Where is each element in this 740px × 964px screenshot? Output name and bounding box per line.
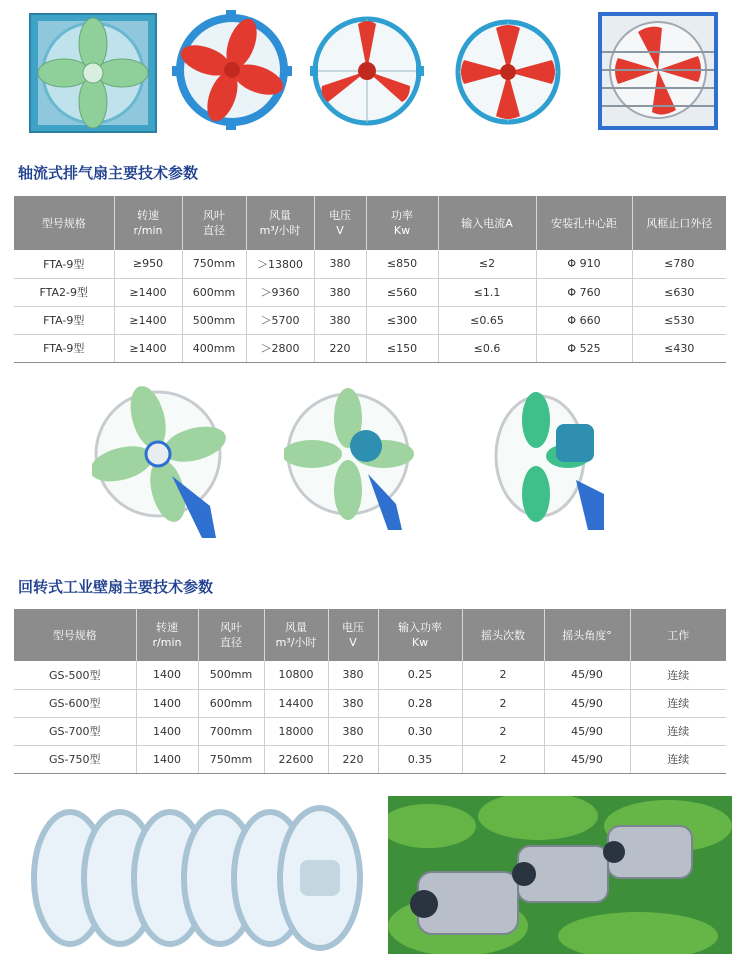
table-row (14, 717, 726, 745)
table-cell: 1400 (136, 661, 198, 689)
electric-motor-image (388, 796, 732, 954)
table-cell: ≤530 (632, 306, 726, 334)
table-cell: GS-600型 (14, 689, 136, 717)
table-cell: 0.30 (378, 717, 462, 745)
wall-fan-image-1 (92, 386, 242, 544)
table-cell: ≥950 (114, 250, 182, 278)
table-cell: GS-700型 (14, 717, 136, 745)
column-header: 转速 r/min (136, 609, 198, 661)
table-cell: ≤0.6 (438, 334, 536, 362)
table-cell: FTA-9型 (14, 334, 114, 362)
table-cell: 2 (462, 745, 544, 773)
table-cell: 22600 (264, 745, 328, 773)
column-header: 输入电流A (438, 196, 536, 250)
exhaust-fan-spec-table (14, 196, 726, 363)
table-cell: ≤2 (438, 250, 536, 278)
table-row (14, 334, 726, 362)
table-cell: 45/90 (544, 661, 630, 689)
table-cell: 0.25 (378, 661, 462, 689)
square-exhaust-fan-image (28, 12, 158, 134)
table-cell: Φ 910 (536, 250, 632, 278)
table-header-row (14, 196, 726, 250)
wall-fan-spec-title: 回转式工业壁扇主要技术参数 (18, 578, 214, 596)
table-cell: ≤300 (366, 306, 438, 334)
column-header: 摇头角度° (544, 609, 630, 661)
table-cell: GS-500型 (14, 661, 136, 689)
table-cell: ≤780 (632, 250, 726, 278)
table-cell: 380 (328, 717, 378, 745)
wall-fan-image-3 (476, 384, 626, 536)
table-cell: 1400 (136, 689, 198, 717)
table-cell: 380 (328, 661, 378, 689)
table-cell: 连续 (630, 689, 726, 717)
table-cell: 45/90 (544, 717, 630, 745)
table-row (14, 661, 726, 689)
boxed-fan-image (598, 12, 718, 130)
table-cell: 500mm (198, 661, 264, 689)
table-cell: 1400 (136, 745, 198, 773)
table-cell: 0.35 (378, 745, 462, 773)
table-cell: 380 (314, 278, 366, 306)
column-header: 功率 Kw (366, 196, 438, 250)
column-header: 风叶 直径 (198, 609, 264, 661)
table-cell: ≤560 (366, 278, 438, 306)
table-cell: 2 (462, 661, 544, 689)
column-header: 风量 m³/小时 (264, 609, 328, 661)
table-cell: ＞5700 (246, 306, 314, 334)
column-header: 安装孔中心距 (536, 196, 632, 250)
table-cell: 600mm (182, 278, 246, 306)
table-cell: 220 (314, 334, 366, 362)
table-row (14, 306, 726, 334)
table-cell: 750mm (182, 250, 246, 278)
table-cell: FTA-9型 (14, 250, 114, 278)
table-cell: 220 (328, 745, 378, 773)
column-header: 风量 m³/小时 (246, 196, 314, 250)
column-header: 转速 r/min (114, 196, 182, 250)
table-cell: ＞2800 (246, 334, 314, 362)
table-cell: 380 (314, 306, 366, 334)
table-cell: 10800 (264, 661, 328, 689)
column-header: 风框止口外径 (632, 196, 726, 250)
column-header: 工作 (630, 609, 726, 661)
round-red-blade-fan-image (170, 8, 294, 132)
table-cell: ≥1400 (114, 306, 182, 334)
table-cell: 1400 (136, 717, 198, 745)
table-cell: 0.28 (378, 689, 462, 717)
table-header-row (14, 609, 726, 661)
table-cell: 380 (328, 689, 378, 717)
table-row (14, 745, 726, 773)
column-header: 型号规格 (14, 609, 136, 661)
table-cell: 45/90 (544, 745, 630, 773)
table-cell: ≤430 (632, 334, 726, 362)
round-red-four-blade-fan-image (446, 12, 570, 132)
axial-fan-row-image (20, 800, 380, 952)
column-header: 电压 V (314, 196, 366, 250)
table-cell: 400mm (182, 334, 246, 362)
table-cell: 700mm (198, 717, 264, 745)
table-cell: FTA-9型 (14, 306, 114, 334)
table-row (14, 278, 726, 306)
table-cell: Φ 660 (536, 306, 632, 334)
table-cell: 2 (462, 717, 544, 745)
round-red-three-blade-fan-image (306, 10, 428, 132)
table-cell: Φ 760 (536, 278, 632, 306)
table-cell: GS-750型 (14, 745, 136, 773)
table-cell: ＞9360 (246, 278, 314, 306)
table-row (14, 689, 726, 717)
exhaust-fan-spec-title: 轴流式排气扇主要技术参数 (18, 164, 199, 182)
column-header: 输入功率 Kw (378, 609, 462, 661)
table-cell: ≤1.1 (438, 278, 536, 306)
table-row (14, 250, 726, 278)
table-cell: 连续 (630, 717, 726, 745)
wall-fan-image-2 (284, 386, 424, 536)
wall-fan-spec-table (14, 609, 726, 774)
table-cell: ≥1400 (114, 278, 182, 306)
table-cell: 600mm (198, 689, 264, 717)
table-cell: 2 (462, 689, 544, 717)
table-cell: ≥1400 (114, 334, 182, 362)
table-cell: 18000 (264, 717, 328, 745)
table-cell: 连续 (630, 661, 726, 689)
table-cell: ≤630 (632, 278, 726, 306)
column-header: 电压 V (328, 609, 378, 661)
table-cell: 750mm (198, 745, 264, 773)
table-cell: 380 (314, 250, 366, 278)
table-cell: 500mm (182, 306, 246, 334)
table-cell: ≤150 (366, 334, 438, 362)
table-cell: Φ 525 (536, 334, 632, 362)
table-cell: 连续 (630, 745, 726, 773)
table-cell: ＞13800 (246, 250, 314, 278)
column-header: 型号规格 (14, 196, 114, 250)
table-cell: ≤850 (366, 250, 438, 278)
table-cell: ≤0.65 (438, 306, 536, 334)
table-cell: 45/90 (544, 689, 630, 717)
column-header: 摇头次数 (462, 609, 544, 661)
table-cell: FTA2-9型 (14, 278, 114, 306)
column-header: 风叶 直径 (182, 196, 246, 250)
table-cell: 14400 (264, 689, 328, 717)
